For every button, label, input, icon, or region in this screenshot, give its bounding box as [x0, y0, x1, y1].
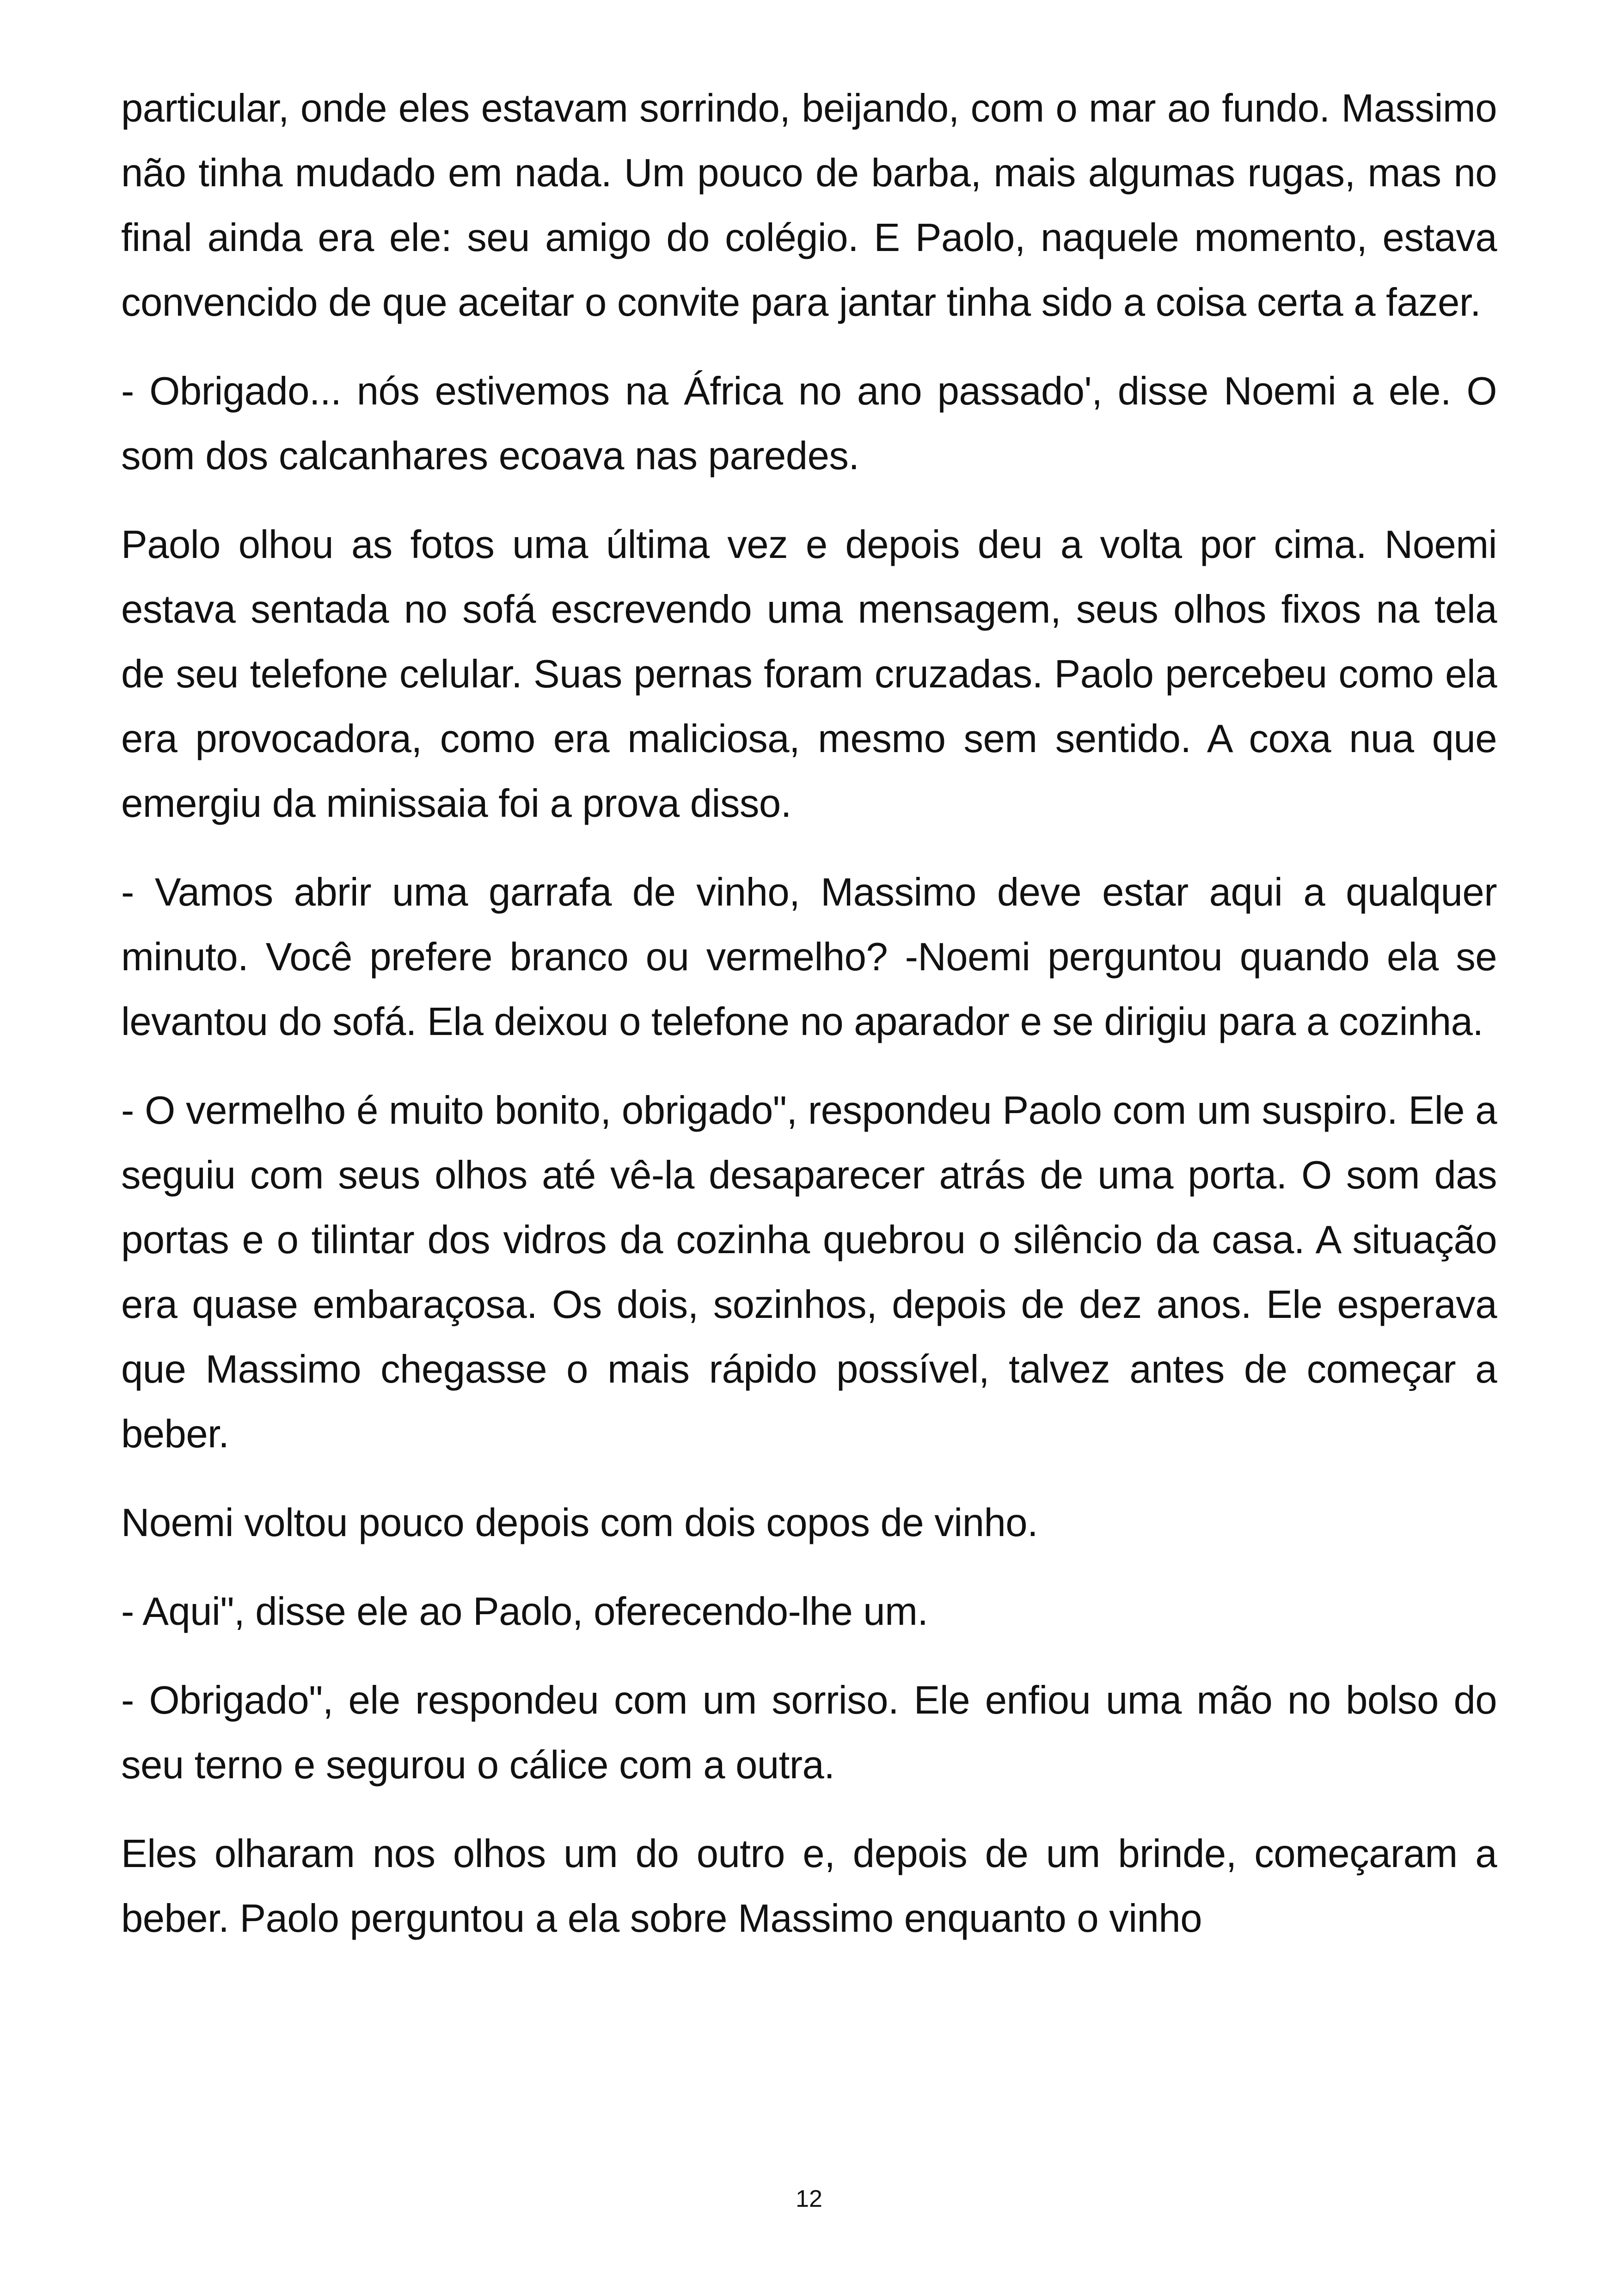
- paragraph: - Vamos abrir uma garrafa de vinho, Massimo deve estar aqui a qualquer minuto. Você prefere branco ou vermelho? -Noemi perguntou quando ela se levantou do sofá. Ela deixou o telefone no aparador e se dirigiu para a cozinha.: [121, 870, 1497, 1044]
- paragraph: particular, onde eles estavam sorrindo, beijando, com o mar ao fundo. Massimo não tinha mudado em nada. Um pouco de barba, mais algumas rugas, mas no final ainda era ele: seu amigo do colégio. E Paolo, naquele momento, estava convencido de que aceitar o convite para jantar tinha sido a coisa certa a fazer.: [121, 86, 1497, 325]
- body-text: [121, 76, 1497, 1975]
- paragraph: - Obrigado", ele respondeu com um sorriso. Ele enfiou uma mão no bolso do seu terno e segurou o cálice com a outra.: [121, 1678, 1497, 1787]
- paragraph: - Aqui", disse ele ao Paolo, oferecendo-lhe um.: [121, 1590, 928, 1634]
- paragraph: Noemi voltou pouco depois com dois copos de vinho.: [121, 1501, 1038, 1545]
- paragraph: - O vermelho é muito bonito, obrigado", respondeu Paolo com um suspiro. Ele a seguiu com seus olhos até vê-la desaparecer atrás de uma porta. O som das portas e o tilintar dos vidros da cozinha quebrou o silêncio da casa. A situação era quase embaraçosa. Os dois, sozinhos, depois de dez anos. Ele esperava que Massimo chegasse o mais rápido possível, talvez antes de começar a beber.: [121, 1089, 1497, 1456]
- paragraph: Eles olharam nos olhos um do outro e, depois de um brinde, começaram a beber. Paolo perguntou a ela sobre Massimo enquanto o vinho: [121, 1832, 1497, 1941]
- paragraph: Paolo olhou as fotos uma última vez e depois deu a volta por cima. Noemi estava sentada no sofá escrevendo uma mensagem, seus olhos fixos na tela de seu telefone celular. Suas pernas foram cruzadas. Paolo percebeu como ela era provocadora, como era maliciosa, mesmo sem sentido. A coxa nua que emergiu da minissaia foi a prova disso.: [121, 523, 1497, 826]
- page-number: 12: [796, 2186, 822, 2212]
- paragraph: - Obrigado... nós estivemos na África no ano passado', disse Noemi a ele. O som dos calcanhares ecoava nas paredes.: [121, 369, 1497, 478]
